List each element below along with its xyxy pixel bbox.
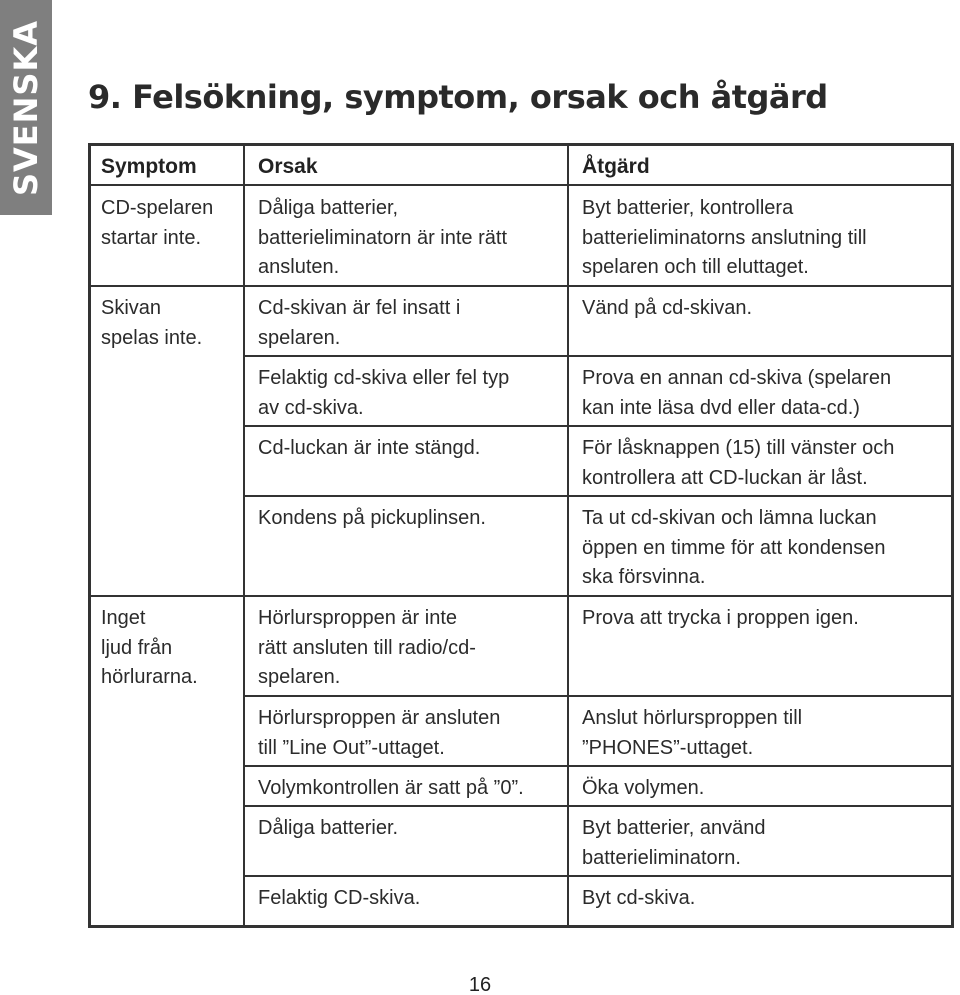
cause-cell: Hörlursproppen är ansluten till ”Line Out”-uttaget.: [258, 707, 501, 759]
row-divider: [91, 595, 951, 597]
action-cell: Öka volymen.: [582, 777, 705, 799]
cause-cell: Kondens på pickuplinsen.: [258, 507, 486, 529]
action-cell: För låsknappen (15) till vänster och kontrollera att CD-luckan är låst.: [582, 437, 895, 489]
action-cell: Ta ut cd-skivan och lämna luckan öppen en timme för att kondensen ska försvinna.: [582, 507, 886, 588]
action-cell: Byt batterier, kontrollera batterieliminatorns anslutning till spelaren och till eluttaget.: [582, 197, 867, 278]
cause-cell: Dåliga batterier, batterieliminatorn är inte rätt ansluten.: [258, 197, 508, 278]
header-cause: Orsak: [258, 155, 318, 178]
action-cell: Byt batterier, använd batterieliminatorn.: [582, 817, 766, 869]
cause-cell: Dåliga batterier.: [258, 817, 399, 839]
header-divider: [91, 184, 951, 186]
cause-cell: Volymkontrollen är satt på ”0”.: [258, 777, 524, 799]
action-cell: Byt cd-skiva.: [582, 887, 696, 909]
row-divider: [243, 805, 951, 807]
action-cell: Prova en annan cd-skiva (spelaren kan inte läsa dvd eller data-cd.): [582, 367, 892, 419]
header-symptom: Symptom: [101, 155, 197, 178]
language-tab: [0, 0, 52, 215]
row-divider: [243, 875, 951, 877]
symptom-cell: Skivan spelas inte.: [101, 297, 203, 349]
action-cell: Vänd på cd-skivan.: [582, 297, 753, 319]
page-number: 16: [468, 974, 492, 995]
column-divider: [567, 146, 569, 925]
row-divider: [243, 695, 951, 697]
cause-cell: Felaktig CD-skiva.: [258, 887, 421, 909]
row-divider: [243, 765, 951, 767]
action-cell: Anslut hörlursproppen till ”PHONES”-uttaget.: [582, 707, 803, 759]
cause-cell: Cd-luckan är inte stängd.: [258, 437, 481, 459]
cause-cell: Hörlursproppen är inte rätt ansluten till radio/cd- spelaren.: [258, 607, 476, 688]
row-divider: [91, 285, 951, 287]
symptom-cell: Inget ljud från hörlurarna.: [101, 607, 198, 688]
troubleshooting-table: [88, 143, 954, 928]
action-cell: Prova att trycka i proppen igen.: [582, 607, 859, 629]
cause-cell: Cd-skivan är fel insatt i spelaren.: [258, 297, 461, 349]
language-tab-label: SVENSKA: [7, 19, 45, 196]
row-divider: [243, 495, 951, 497]
row-divider: [243, 425, 951, 427]
header-action: Åtgärd: [582, 155, 650, 178]
page-title: 9. Felsökning, symptom, orsak och åtgärd: [88, 78, 828, 116]
row-divider: [243, 355, 951, 357]
symptom-cell: CD-spelaren startar inte.: [101, 197, 214, 249]
cause-cell: Felaktig cd-skiva eller fel typ av cd-skiva.: [258, 367, 510, 419]
column-divider: [243, 146, 245, 925]
